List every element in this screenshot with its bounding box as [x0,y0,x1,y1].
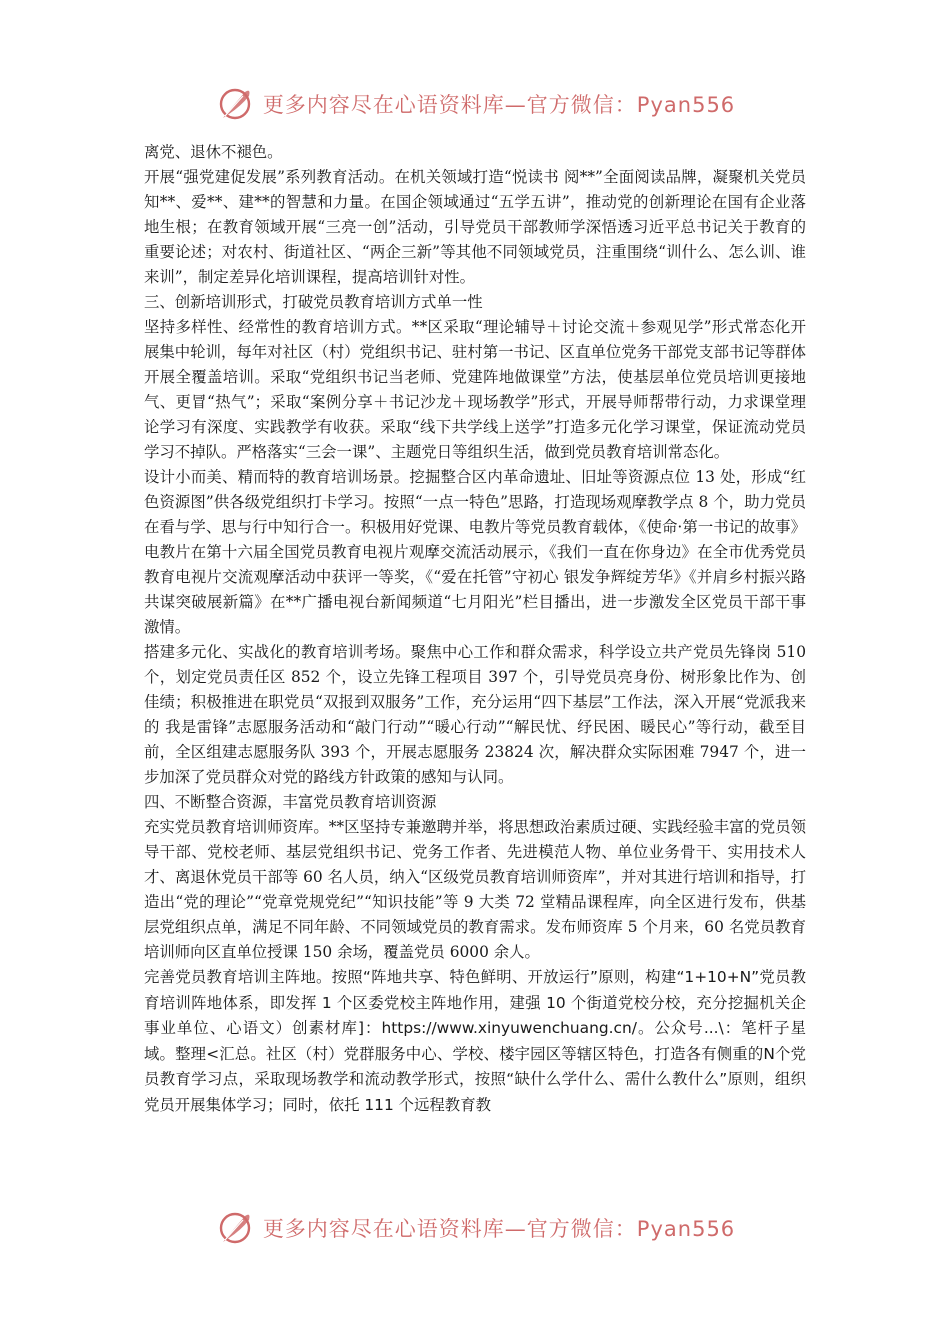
header-banner [0,82,950,126]
paragraph: 设计小而美、精而特的教育培训场景。挖掘整合区内革命遗址、旧址等资源点位 13 处，形成“红色资源图”供各级党组织打卡学习。按照“一点一特色”思路，打造现场观摩教学点 8 个，助力党员在看与学、思与行中知行合一。积极用好党课、电教片等党员教育载体，《使命·第一书记的故事》电教片在第十六届全国党员教育电视片观摩交流活动展示，《我们一直在你身边》在全市优秀党员教育电视片交流观摩活动中获评一等奖，《“爱在托管”守初心 银发争辉绽芳华》《并肩乡村振兴路 共谋突破展新篇》在**广播电视台新闻频道“七月阳光”栏目播出，进一步激发全区党员干部干事激情。 [144,468,806,636]
paragraph: 充实党员教育培训师资库。**区坚持专兼邀聘并举，将思想政治素质过硬、实践经验丰富的党员领导干部、党校老师、基层党组织书记、党务工作者、先进模范人物、单位业务骨干、实用技术人才、离退休党员干部等 60 名人员，纳入“区级党员教育培训师资库”，并对其进行培训和指导，打造出“党的理论”“党章党规党纪”“知识技能”等 9 大类 72 堂精品课程库，向全区进行发布，供基层党组织点单，满足不同年龄、不同领域党员的教育需求。发布师资库 5 个月来，60 名党员教育培训师向区直单位授课 150 余场，覆盖党员 6000 余人。 [144,818,806,961]
banner-text: 更多内容尽在心语资料库—官方微信：Pyan556 [262,1217,736,1241]
paragraph: 离党、退休不褪色。 [144,143,283,161]
feather-pen-circle-logo-icon [215,1208,255,1248]
footer-banner [0,1206,950,1250]
section-heading: 四、不断整合资源，丰富党员教育培训资源 [144,793,437,811]
document-body [144,140,806,1118]
paragraph: 开展“强党建促发展”系列教育活动。在机关领域打造“悦读书 阅**”全面阅读品牌，凝聚机关党员知**、爱**、建**的智慧和力量。在国企领域通过“五学五讲”，推动党的创新理论在国有企业落地生根；在教育领域开展“三亮一创”活动，引导党员干部教师学深悟透习近平总书记关于教育的重要论述；对农村、街道社区、“两企三新”等其他不同领域党员，注重围绕“训什么、怎么训、谁来训”，制定差异化培训课程，提高培训针对性。 [144,168,806,286]
paragraph: 坚持多样性、经常性的教育培训方式。**区采取“理论辅导＋讨论交流＋参观见学”形式常态化开展集中轮训，每年对社区（村）党组织书记、驻村第一书记、区直单位党务干部党支部书记等群体开展全覆盖培训。采取“党组织书记当老师、党建阵地做课堂”方法，使基层单位党员培训更接地气、更冒“热气”；采取“案例分享＋书记沙龙＋现场教学”形式，开展导师帮带行动，力求课堂理论学习有深度、实践教学有收获。采取“线下共学线上送学”打造多元化学习课堂，保证流动党员学习不掉队。严格落实“三会一课”、主题党日等组织生活，做到党员教育培训常态化。 [144,318,806,461]
banner-text: 更多内容尽在心语资料库—官方微信：Pyan556 [262,93,736,117]
section-heading: 三、创新培训形式，打破党员教育培训方式单一性 [144,293,483,311]
paragraph: 完善党员教育培训主阵地。按照“阵地共享、特色鲜明、开放运行”原则，构建“1+10+N”党员教育培训阵地体系，即发挥 1 个区委党校主阵地作用，建强 10 个街道党校分校，充分挖掘机关企事业单位、心语文）创素材库]：https://www.xinyuwenchuang.cn/。公众号...\：笔杆子星域。整理<汇总。社区（村）党群服务中心、学校、楼宇园区等辖区特色，打造各有侧重的N个党员教育学习点，采取现场教学和流动教学形式，按照“缺什么学什么、需什么教什么”原则，组织党员开展集体学习；同时，依托 111 个远程教育教 [144,968,806,1114]
feather-pen-circle-logo-icon [215,84,255,124]
paragraph: 搭建多元化、实战化的教育培训考场。聚焦中心工作和群众需求，科学设立共产党员先锋岗 510 个，划定党员责任区 852 个，设立先锋工程项目 397 个，引导党员亮身份、树形象比作为、创佳绩；积极推进在职党员“双报到双服务”工作，充分运用“四下基层”工作法，深入开展“党派我来的 我是雷锋”志愿服务活动和“敲门行动”“暖心行动”“解民忧、纾民困、暖民心”等行动，截至目前，全区组建志愿服务队 393 个，开展志愿服务 23824 次，解决群众实际困难 7947 个，进一步加深了党员群众对党的路线方针政策的感知与认同。 [144,643,806,786]
